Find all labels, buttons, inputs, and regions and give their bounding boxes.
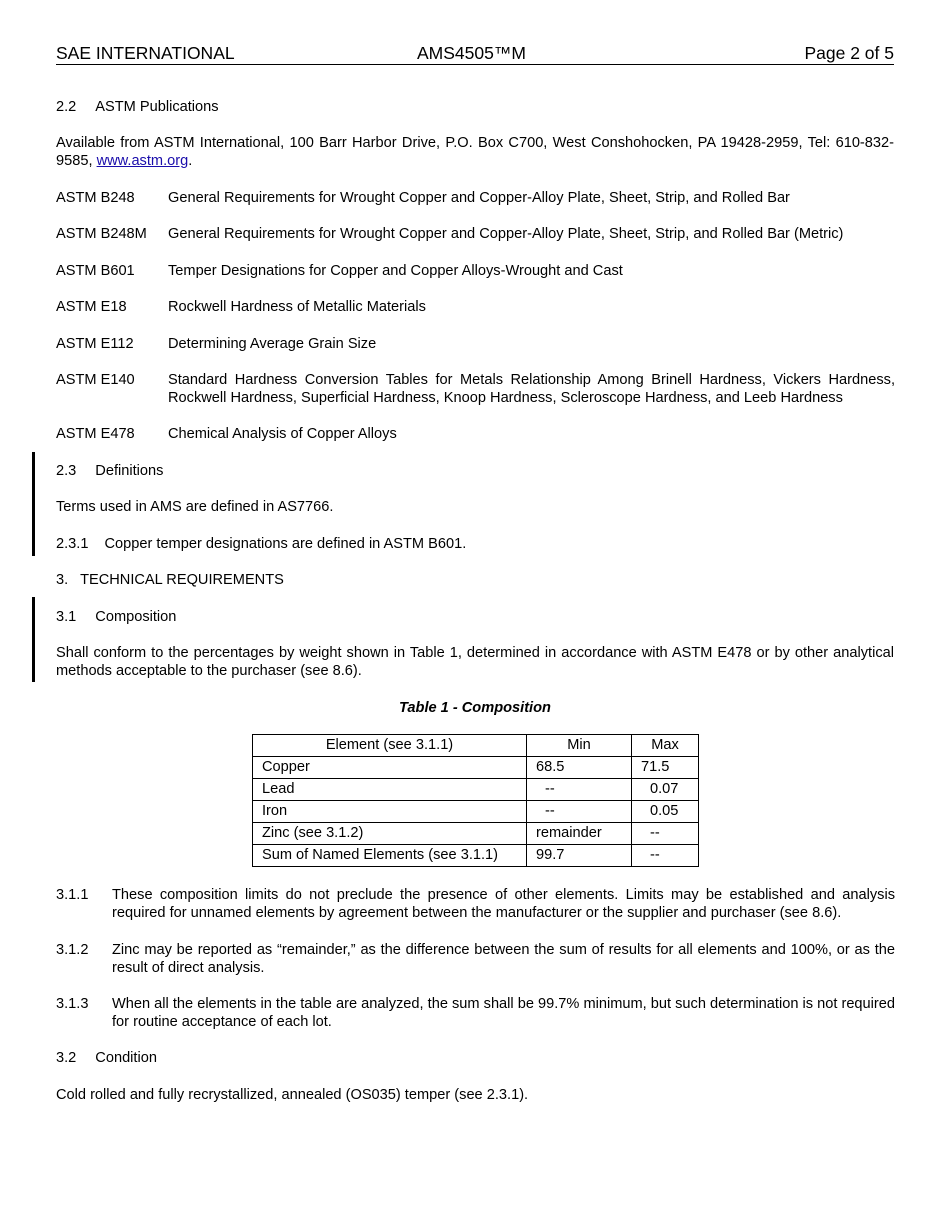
note-text: Zinc may be reported as “remainder,” as the difference between the sum of results for all elements and 100%, or as the result of direct analysis. <box>112 942 895 976</box>
ref-code: ASTM E478 <box>56 426 135 442</box>
section-2-3-1 <box>56 535 466 553</box>
table-cell: 71.5 <box>632 757 699 779</box>
page-header <box>56 44 894 65</box>
ref-title: General Requirements for Wrought Copper and Copper-Alloy Plate, Sheet, Strip, and Rolled Bar (Metric) <box>168 226 844 242</box>
table-cell: Iron <box>253 801 527 823</box>
section-number: 3.2 <box>56 1050 77 1066</box>
ref-code: ASTM B601 <box>56 263 135 279</box>
ref-code: ASTM B248 <box>56 190 135 206</box>
table-cell: Sum of Named Elements (see 3.1.1) <box>253 845 527 867</box>
note-text: When all the elements in the table are analyzed, the sum shall be 99.7% minimum, but such determination is not required for routine acceptance of each lot. <box>112 996 895 1030</box>
condition-text: Cold rolled and fully recrystallized, annealed (OS035) temper (see 2.3.1). <box>56 1087 529 1103</box>
section-3-1-heading <box>56 608 176 626</box>
section-number: 2.2 <box>56 99 77 115</box>
section-title: Composition <box>95 609 177 625</box>
ref-title: General Requirements for Wrought Copper and Copper-Alloy Plate, Sheet, Strip, and Rolled Bar <box>168 190 790 206</box>
astm-availability-paragraph: Available from ASTM International, 100 Barr Harbor Drive, P.O. Box C700, West Conshohocken, PA 19428-2959, Tel: 610-832-9585, www.astm.org. <box>56 135 894 169</box>
revision-change-bar <box>32 452 35 556</box>
table-caption: Table 1 - Composition <box>399 700 551 716</box>
section-title: ASTM Publications <box>95 99 219 115</box>
revision-change-bar <box>32 597 35 682</box>
header-page-number: Page 2 of 5 <box>804 43 894 63</box>
ref-code: ASTM E140 <box>56 372 135 388</box>
table-cell: remainder <box>527 823 632 845</box>
table-cell: Zinc (see 3.1.2) <box>253 823 527 845</box>
astm-website-link[interactable]: www.astm.org <box>96 153 189 169</box>
section-3-heading: 3. TECHNICAL REQUIREMENTS <box>56 572 284 588</box>
composition-paragraph: Shall conform to the percentages by weight shown in Table 1, determined in accordance with ASTM E478 or by other analytical methods acceptable to the purchaser (see 8.6). <box>56 645 894 679</box>
composition-table <box>252 734 699 867</box>
section-2-2-heading <box>56 98 219 116</box>
column-header: Element (see 3.1.1) <box>253 735 527 757</box>
section-number: 3.1 <box>56 609 77 625</box>
table-cell: 0.07 <box>632 779 699 801</box>
section-2-3-heading <box>56 462 163 480</box>
table-cell: -- <box>632 845 699 867</box>
table-row <box>253 779 699 801</box>
section-text: Copper temper designations are defined in ASTM B601. <box>104 536 467 552</box>
table-cell: 99.7 <box>527 845 632 867</box>
section-number: 2.3 <box>56 463 77 479</box>
table-row <box>253 823 699 845</box>
header-org: SAE INTERNATIONAL <box>56 43 235 63</box>
section-title: Definitions <box>95 463 164 479</box>
section-number: 2.3.1 <box>56 536 89 552</box>
table-cell: 0.05 <box>632 801 699 823</box>
definitions-text: Terms used in AMS are defined in AS7766. <box>56 499 334 515</box>
column-header: Max <box>632 735 699 757</box>
section-title: Condition <box>95 1050 157 1066</box>
note-number: 3.1.1 <box>56 887 89 903</box>
table-cell: Lead <box>253 779 527 801</box>
table-cell: -- <box>527 801 632 823</box>
note-number: 3.1.2 <box>56 942 89 958</box>
table-cell: 68.5 <box>527 757 632 779</box>
table-header-row <box>253 735 699 757</box>
header-doc-number: AMS4505™M <box>417 43 526 63</box>
ref-title: Temper Designations for Copper and Copper Alloys-Wrought and Cast <box>168 263 623 279</box>
ref-title: Determining Average Grain Size <box>168 336 377 352</box>
section-3-2-heading <box>56 1049 157 1067</box>
ref-title: Rockwell Hardness of Metallic Materials <box>168 299 426 315</box>
ref-code: ASTM B248M <box>56 226 147 242</box>
ref-code: ASTM E18 <box>56 299 127 315</box>
table-cell: -- <box>527 779 632 801</box>
ref-title: Chemical Analysis of Copper Alloys <box>168 426 397 442</box>
table-row <box>253 801 699 823</box>
note-number: 3.1.3 <box>56 996 89 1012</box>
table-row <box>253 757 699 779</box>
ref-title: Standard Hardness Conversion Tables for Metals Relationship Among Brinell Hardness, Vickers Hardness, Rockwell Hardness, Superficial Hardness, Knoop Hardness, Scleroscope Hardness, and Leeb Hardness <box>168 372 895 406</box>
ref-code: ASTM E112 <box>56 336 134 352</box>
table-cell: Copper <box>253 757 527 779</box>
note-text: These composition limits do not preclude the presence of other elements. Limits may be established and analysis required for unnamed elements by agreement between the manufacturer or the supplier and purchaser (see 8.6). <box>112 887 895 921</box>
table-cell: -- <box>632 823 699 845</box>
column-header: Min <box>527 735 632 757</box>
table-row <box>253 845 699 867</box>
